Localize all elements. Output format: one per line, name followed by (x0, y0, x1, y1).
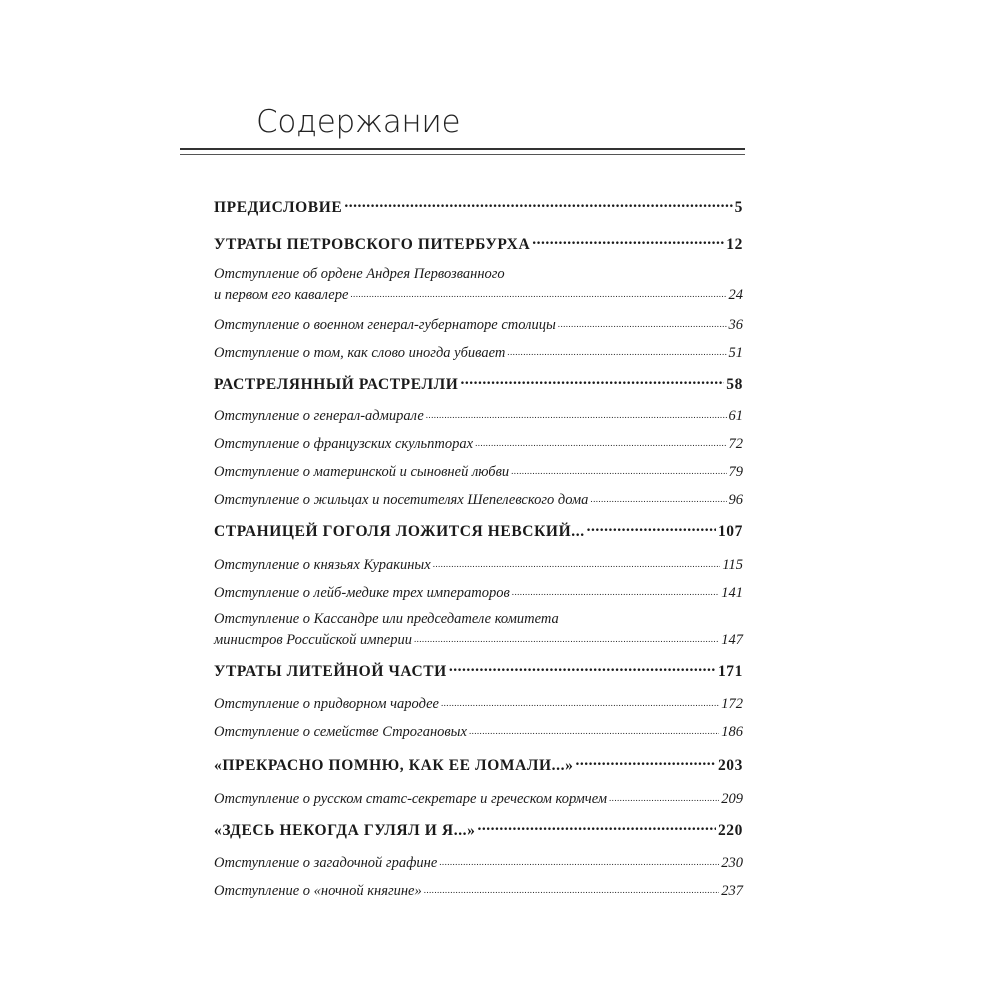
entry-page: 220 (717, 821, 743, 839)
entry-title: Отступление о «ночной княгине» (214, 882, 422, 899)
toc-entry[interactable] (214, 265, 743, 304)
leader-dots (426, 405, 727, 420)
toc-entry[interactable] (214, 788, 743, 808)
leader-dots (414, 629, 719, 644)
entry-title: и первом его кавалере (214, 286, 349, 303)
entry-page: 36 (728, 316, 743, 333)
entry-title: Отступление о генерал-адмирале (214, 407, 424, 424)
leader-dots (532, 233, 724, 249)
entry-page: 5 (734, 198, 743, 216)
entry-title: Отступление о загадочной графине (214, 854, 438, 871)
leader-dots (449, 660, 716, 676)
entry-title: «ЗДЕСЬ НЕКОГДА ГУЛЯЛ И Я...» (214, 821, 476, 839)
entry-title: СТРАНИЦЕЙ ГОГОЛЯ ЛОЖИТСЯ НЕВСКИЙ... (214, 522, 585, 540)
entry-title: министров Российской империи (214, 631, 412, 648)
leader-dots (609, 788, 719, 803)
entry-page: 172 (721, 695, 743, 712)
leader-dots (469, 721, 719, 736)
leader-dots (575, 754, 715, 770)
leader-dots (507, 342, 726, 357)
toc-entry[interactable] (214, 880, 743, 900)
leader-dots (344, 196, 732, 212)
toc-entry[interactable] (214, 342, 743, 362)
leader-dots (424, 880, 720, 895)
leader-dots (350, 284, 726, 299)
toc-entry[interactable] (214, 489, 743, 509)
toc-entry[interactable] (214, 233, 743, 254)
entry-title: Отступление о том, как слово иногда убивает (214, 344, 506, 361)
toc-entry[interactable] (214, 405, 743, 425)
leader-dots (475, 433, 726, 448)
toc-entry[interactable] (214, 819, 743, 840)
entry-page: 24 (728, 286, 743, 303)
entry-page: 237 (721, 882, 743, 899)
page-title: Содержание (256, 104, 461, 140)
entry-title: РАСТРЕЛЯННЫЙ РАСТРЕЛЛИ (214, 375, 459, 393)
toc-entry[interactable] (214, 582, 743, 602)
leader-dots (558, 314, 727, 329)
entry-page: 147 (721, 631, 743, 648)
toc-entry[interactable] (214, 660, 743, 681)
leader-dots (511, 461, 726, 476)
leader-dots (439, 852, 719, 867)
entry-page: 107 (717, 522, 743, 540)
entry-title-line1: Отступление о Кассандре или председателе комитета (214, 611, 559, 627)
toc-entry[interactable] (214, 314, 743, 334)
leader-dots (587, 520, 716, 536)
toc-entry[interactable] (214, 433, 743, 453)
toc-entry[interactable] (214, 721, 743, 741)
toc-entry[interactable] (214, 461, 743, 481)
entry-title: Отступление о французских скульпторах (214, 435, 474, 452)
leader-dots (590, 489, 726, 504)
entry-title-line1: Отступление об ордене Андрея Первозванного (214, 266, 505, 282)
entry-page: 96 (728, 491, 743, 508)
entry-title: Отступление о жильцах и посетителях Шепелевского дома (214, 491, 589, 508)
entry-title: Отступление о придворном чародее (214, 695, 439, 712)
entry-page: 141 (721, 584, 743, 601)
entry-title: УТРАТЫ ЛИТЕЙНОЙ ЧАСТИ (214, 662, 447, 680)
entry-page: 61 (728, 407, 743, 424)
entry-page: 72 (728, 435, 743, 452)
entry-page: 209 (721, 790, 743, 807)
entry-title: ПРЕДИСЛОВИЕ (214, 198, 343, 216)
entry-page: 171 (717, 662, 743, 680)
toc-entry[interactable] (214, 693, 743, 713)
leader-dots (433, 554, 721, 569)
entry-title: «ПРЕКРАСНО ПОМНЮ, КАК ЕЕ ЛОМАЛИ...» (214, 756, 574, 774)
leader-dots (478, 819, 716, 835)
entry-title: Отступление о материнской и сыновней любви (214, 463, 510, 480)
entry-title: Отступление о лейб-медике трех императоров (214, 584, 510, 601)
toc-entry[interactable] (214, 610, 743, 649)
leader-dots (460, 373, 724, 389)
leader-dots (441, 693, 719, 708)
toc-entry[interactable] (214, 196, 743, 217)
entry-title: Отступление о князьях Куракиных (214, 556, 431, 573)
toc-entry[interactable] (214, 754, 743, 775)
entry-title: Отступление о русском статс-секретаре и греческом кормчем (214, 790, 608, 807)
entry-page: 51 (728, 344, 743, 361)
entry-page: 79 (728, 463, 743, 480)
entry-title: УТРАТЫ ПЕТРОВСКОГО ПИТЕРБУРХА (214, 235, 531, 253)
heading-rule-thick (180, 148, 745, 150)
heading-rule-thin (180, 154, 745, 155)
entry-page: 230 (721, 854, 743, 871)
entry-page: 186 (721, 723, 743, 740)
leader-dots (512, 582, 719, 597)
toc-entry[interactable] (214, 520, 743, 541)
entry-title: Отступление о семействе Строгановых (214, 723, 467, 740)
toc-entry[interactable] (214, 373, 743, 394)
entry-page: 12 (726, 235, 743, 253)
entry-title: Отступление о военном генерал-губернаторе столицы (214, 316, 556, 333)
toc-entry[interactable] (214, 852, 743, 872)
entry-page: 203 (717, 756, 743, 774)
entry-page: 58 (726, 375, 743, 393)
toc-entry[interactable] (214, 554, 743, 574)
entry-page: 115 (722, 556, 743, 573)
